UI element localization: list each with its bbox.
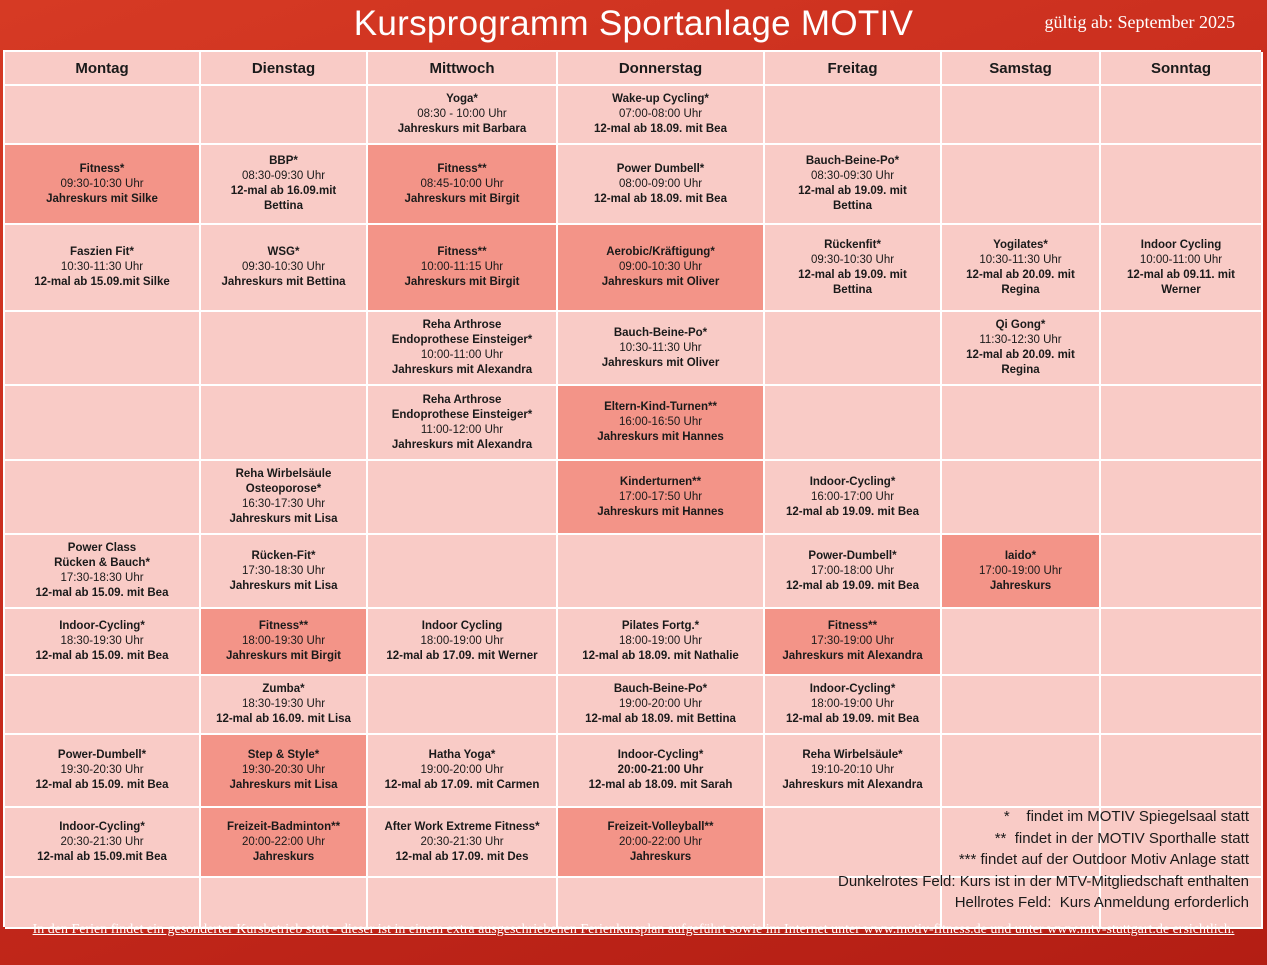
course-cell <box>368 145 558 225</box>
course-name: Iaido* <box>1004 549 1037 562</box>
day-header: Montag <box>5 52 201 86</box>
course-name: WSG* <box>267 246 300 258</box>
course-cell <box>201 225 368 312</box>
day-header: Freitag <box>765 52 942 86</box>
empty-cell <box>942 735 1101 808</box>
course-name: Indoor-Cycling* <box>59 820 145 833</box>
course-info: 12-mal ab 15.09. mit Bea <box>35 779 169 791</box>
day-header: Sonntag <box>1101 52 1263 86</box>
page-header <box>0 0 1267 50</box>
course-name: Fitness** <box>437 246 487 258</box>
course-name: Bauch-Beine-Po* <box>613 326 708 339</box>
course-info: Jahreskurs <box>629 850 692 863</box>
course-cell <box>368 86 558 145</box>
course-cell <box>5 808 201 878</box>
course-info: 12-mal ab 17.09. mit Werner <box>386 650 538 662</box>
course-info: Jahreskurs mit Lisa <box>229 779 338 791</box>
course-time: 17:00-19:00 Uhr <box>978 564 1063 577</box>
course-time: 17:00-17:50 Uhr <box>618 490 703 503</box>
course-name: Freizeit-Badminton** <box>226 820 341 833</box>
course-cell <box>765 225 942 312</box>
course-name: Power-Dumbell* <box>808 549 897 562</box>
course-info: Jahreskurs mit Lisa <box>229 513 338 525</box>
course-info: 12-mal ab 19.09. mit Bea <box>786 579 919 592</box>
course-cell <box>765 461 942 535</box>
course-cell <box>201 735 368 808</box>
course-name: Indoor-Cycling* <box>809 475 896 488</box>
course-cell <box>558 225 765 312</box>
course-cell <box>942 535 1101 609</box>
course-cell <box>558 735 765 808</box>
empty-cell <box>5 312 201 386</box>
course-cell <box>201 676 368 735</box>
course-name: Indoor Cycling <box>421 620 503 632</box>
empty-cell <box>1101 86 1263 145</box>
course-cell <box>368 312 558 386</box>
course-time: 09:30-10:30 Uhr <box>60 177 144 190</box>
course-cell <box>558 86 765 145</box>
empty-cell <box>942 676 1101 735</box>
course-time: 19:30-20:30 Uhr <box>241 764 326 776</box>
course-time: 18:30-19:30 Uhr <box>241 698 326 710</box>
course-name: Fitness** <box>437 162 487 175</box>
course-cell <box>558 312 765 386</box>
course-time: 10:00-11:00 Uhr <box>1139 253 1223 266</box>
course-info: Jahreskurs mit Birgit <box>404 276 520 288</box>
course-info: 12-mal ab 17.09. mit Carmen <box>384 779 540 791</box>
empty-cell <box>368 461 558 535</box>
empty-cell <box>942 386 1101 461</box>
course-name: Yoga* <box>446 93 478 105</box>
course-name: Freizeit-Volleyball** <box>607 820 714 833</box>
course-info: Jahreskurs mit Alexandra <box>391 438 533 451</box>
empty-cell <box>1101 145 1263 225</box>
page-title: Kursprogramm Sportanlage MOTIV <box>353 4 914 43</box>
course-name: Power Class Rücken & Bauch* <box>54 542 150 569</box>
course-info: 12-mal ab 18.09. mit Bea <box>594 123 727 135</box>
course-cell <box>5 735 201 808</box>
course-name: Zumba* <box>262 683 305 695</box>
legend-line: *** findet auf der Outdoor Motiv Anlage statt <box>958 851 1249 868</box>
course-cell <box>368 609 558 676</box>
course-info: 12-mal ab 19.09. mit Bea <box>786 713 919 725</box>
empty-cell <box>1101 735 1263 808</box>
course-time: 17:30-18:30 Uhr <box>241 564 326 577</box>
empty-cell <box>1101 535 1263 609</box>
course-time: 09:30-10:30 Uhr <box>810 253 895 266</box>
legend-line: * findet im MOTIV Spiegelsaal statt <box>1003 808 1249 825</box>
day-header: Mittwoch <box>368 52 558 86</box>
course-info: 12-mal ab 20.09. mit Regina <box>966 349 1075 376</box>
course-time: 17:30-19:00 Uhr <box>810 635 895 647</box>
course-name: Power Dumbell* <box>616 162 705 175</box>
course-cell <box>765 676 942 735</box>
course-name: Rückenfit* <box>824 238 881 251</box>
course-name: Bauch-Beine-Po* <box>805 155 900 167</box>
course-info: Jahreskurs mit Alexandra <box>782 650 923 662</box>
course-info: 12-mal ab 15.09. mit Bea <box>35 587 169 599</box>
course-time: 18:00-19:00 Uhr <box>618 635 703 647</box>
course-name: Pilates Fortg.* <box>621 620 700 632</box>
course-info: Jahreskurs mit Birgit <box>404 192 520 205</box>
empty-cell <box>368 676 558 735</box>
course-name: Yogilates* <box>993 238 1048 251</box>
course-time: 20:30-21:30 Uhr <box>60 835 144 848</box>
course-name: Fitness** <box>258 620 309 632</box>
course-info: 12-mal ab 18.09. mit Nathalie <box>582 650 739 662</box>
empty-cell <box>5 461 201 535</box>
course-info: 12-mal ab 19.09. mit Bea <box>786 505 919 518</box>
course-cell <box>5 225 201 312</box>
course-info: Jahreskurs mit Lisa <box>229 579 338 592</box>
course-info: 12-mal ab 09.11. mit Werner <box>1126 268 1236 296</box>
course-time: 20:30-21:30 Uhr <box>420 835 504 848</box>
empty-cell <box>368 535 558 609</box>
empty-cell <box>765 312 942 386</box>
course-name: Power-Dumbell* <box>57 749 147 761</box>
course-cell <box>558 145 765 225</box>
empty-cell <box>5 386 201 461</box>
course-name: Indoor-Cycling* <box>617 749 704 761</box>
course-time: 11:30-12:30 Uhr <box>979 334 1062 346</box>
course-name: Kinderturnen** <box>619 475 702 488</box>
course-time: 08:30-09:30 Uhr <box>810 170 895 182</box>
course-time: 17:30-18:30 Uhr <box>60 572 144 584</box>
course-info: Jahreskurs mit Bettina <box>221 276 346 288</box>
course-name: Indoor Cycling <box>1140 238 1222 251</box>
course-info: Jahreskurs mit Barbara <box>397 123 527 135</box>
course-time: 18:00-19:00 Uhr <box>810 698 895 710</box>
course-time: 11:00-12:00 Uhr <box>420 423 504 436</box>
course-cell <box>765 145 942 225</box>
course-time: 08:30-09:30 Uhr <box>241 170 326 182</box>
course-time: 10:30-11:30 Uhr <box>619 341 702 354</box>
empty-cell <box>1101 676 1263 735</box>
course-cell <box>558 808 765 878</box>
course-name: Hatha Yoga* <box>428 749 496 761</box>
course-info: Jahreskurs mit Silke <box>46 192 158 205</box>
empty-cell <box>201 386 368 461</box>
course-time: 08:30 - 10:00 Uhr <box>417 108 507 120</box>
empty-cell <box>5 86 201 145</box>
course-name: Step & Style* <box>247 749 320 761</box>
course-time: 09:30-10:30 Uhr <box>241 261 326 273</box>
course-time: 19:00-20:00 Uhr <box>618 698 703 710</box>
course-time: 19:30-20:30 Uhr <box>60 764 144 776</box>
course-cell <box>942 225 1101 312</box>
course-time: 20:00-22:00 Uhr <box>618 835 703 848</box>
course-name: Fitness* <box>79 162 125 175</box>
course-time: 18:00-19:30 Uhr <box>241 635 326 647</box>
course-time: 20:00-22:00 Uhr <box>241 835 326 848</box>
course-info: Jahreskurs mit Oliver <box>601 276 720 288</box>
course-time: 17:00-18:00 Uhr <box>810 564 895 577</box>
empty-cell <box>942 86 1101 145</box>
empty-cell <box>765 386 942 461</box>
legend <box>838 806 1249 914</box>
course-time: 10:00-11:00 Uhr <box>420 349 504 361</box>
course-cell <box>558 461 765 535</box>
course-info: 12-mal ab 15.09.mit Silke <box>34 276 170 288</box>
empty-cell <box>201 86 368 145</box>
course-info: Jahreskurs mit Alexandra <box>391 364 533 376</box>
day-header: Samstag <box>942 52 1101 86</box>
empty-cell <box>942 609 1101 676</box>
course-name: Bauch-Beine-Po* <box>613 683 708 695</box>
empty-cell <box>942 145 1101 225</box>
course-info: 12-mal ab 18.09. mit Bettina <box>585 713 736 725</box>
course-info: 12-mal ab 16.09.mit Bettina <box>230 185 337 212</box>
course-info: 12-mal ab 18.09. mit Bea <box>594 192 727 205</box>
day-header: Dienstag <box>201 52 368 86</box>
course-name: Reha Wirbelsäule Osteoporose* <box>235 468 332 495</box>
course-cell <box>765 535 942 609</box>
course-info: 12-mal ab 19.09. mit Bettina <box>798 268 907 296</box>
course-time: 10:30-11:30 Uhr <box>60 261 144 273</box>
course-time: 18:00-19:00 Uhr <box>420 635 504 647</box>
course-time: 09:00-10:30 Uhr <box>618 261 703 273</box>
course-time: 18:30-19:30 Uhr <box>60 635 144 647</box>
course-name: Indoor-Cycling* <box>59 620 145 632</box>
legend-line: Hellrotes Feld: Kurs Anmeldung erforderlich <box>954 894 1249 911</box>
course-name: Reha Arthrose Endoprothese Einsteiger* <box>391 393 533 421</box>
course-cell <box>368 386 558 461</box>
course-info: Jahreskurs <box>989 579 1052 592</box>
course-cell <box>5 145 201 225</box>
course-name: Reha Wirbelsäule* <box>802 749 903 761</box>
course-name: Aerobic/Kräftigung* <box>606 246 715 258</box>
course-info: 12-mal ab 18.09. mit Sarah <box>588 779 733 791</box>
course-name: Qi Gong* <box>995 319 1046 331</box>
course-cell <box>765 609 942 676</box>
course-cell <box>201 808 368 878</box>
course-info: Jahreskurs mit Hannes <box>597 431 724 443</box>
course-time: 20:00-21:00 Uhr <box>617 764 704 776</box>
course-cell <box>368 808 558 878</box>
course-name: Wake-up Cycling* <box>612 93 709 105</box>
course-cell <box>201 535 368 609</box>
course-info: 12-mal ab 17.09. mit Des <box>395 850 529 863</box>
course-name: After Work Extreme Fitness* <box>384 820 540 833</box>
course-info: Jahreskurs mit Alexandra <box>782 779 923 791</box>
course-cell <box>201 145 368 225</box>
course-time: 19:00-20:00 Uhr <box>420 764 504 776</box>
course-cell <box>5 535 201 609</box>
course-cell <box>1101 225 1263 312</box>
legend-line: ** findet in der MOTIV Sporthalle statt <box>994 829 1249 847</box>
schedule-table <box>3 50 1261 927</box>
empty-cell <box>942 461 1101 535</box>
course-name: Indoor-Cycling* <box>809 683 896 695</box>
course-info: Jahreskurs mit Oliver <box>601 356 720 369</box>
empty-cell <box>1101 386 1263 461</box>
course-cell <box>201 461 368 535</box>
empty-cell <box>1101 609 1263 676</box>
course-cell <box>942 312 1101 386</box>
day-header: Donnerstag <box>558 52 765 86</box>
course-cell <box>558 386 765 461</box>
course-name: Eltern-Kind-Turnen** <box>604 401 717 413</box>
course-time: 07:00-08:00 Uhr <box>618 108 703 120</box>
course-cell <box>5 609 201 676</box>
course-info: Jahreskurs <box>252 850 315 863</box>
course-time: 19:10-20:10 Uhr <box>810 764 895 776</box>
course-name: BBP* <box>269 155 298 167</box>
course-cell <box>201 609 368 676</box>
empty-cell <box>558 535 765 609</box>
course-cell <box>368 735 558 808</box>
empty-cell <box>765 86 942 145</box>
course-time: 16:00-17:00 Uhr <box>810 490 895 503</box>
legend-line: Dunkelrotes Feld: Kurs ist in der MTV-Mitgliedschaft enthalten <box>837 872 1249 890</box>
course-time: 16:00-16:50 Uhr <box>618 416 703 428</box>
course-name: Rücken-Fit* <box>251 549 316 562</box>
course-time: 10:30-11:30 Uhr <box>979 253 1062 266</box>
course-name: Faszien Fit* <box>70 246 134 258</box>
course-cell <box>558 609 765 676</box>
course-cell <box>368 225 558 312</box>
course-time: 16:30-17:30 Uhr <box>241 498 326 510</box>
course-info: 12-mal ab 19.09. mit Bettina <box>798 185 907 212</box>
course-info: Jahreskurs mit Hannes <box>597 505 724 518</box>
course-info: 12-mal ab 16.09. mit Lisa <box>216 713 351 725</box>
empty-cell <box>1101 312 1263 386</box>
empty-cell <box>201 312 368 386</box>
empty-cell <box>1101 461 1263 535</box>
course-info: 12-mal ab 20.09. mit Regina <box>966 268 1075 296</box>
course-time: 10:00-11:15 Uhr <box>420 261 504 273</box>
footer-note[interactable]: In den Ferien findet ein gesonderter Kursbetrieb statt - dieser ist in einem extra ausgeschriebenen Ferienkursplan aufgeführt sowie im Internet unter www.motiv-fitness.de und unter www.mtv-stuttgart.de ersichtlich. <box>32 922 1235 937</box>
empty-cell <box>5 676 201 735</box>
course-cell <box>765 735 942 808</box>
course-cell <box>558 676 765 735</box>
valid-from-label: gültig ab: September 2025 <box>1044 12 1235 32</box>
course-info: 12-mal ab 15.09.mit Bea <box>37 850 167 863</box>
course-info: Jahreskurs mit Birgit <box>225 650 342 662</box>
course-name: Reha Arthrose Endoprothese Einsteiger* <box>391 319 533 346</box>
course-time: 08:45-10:00 Uhr <box>420 177 504 190</box>
course-info: 12-mal ab 15.09. mit Bea <box>35 650 169 662</box>
course-time: 08:00-09:00 Uhr <box>618 177 703 190</box>
course-name: Fitness** <box>827 620 878 632</box>
